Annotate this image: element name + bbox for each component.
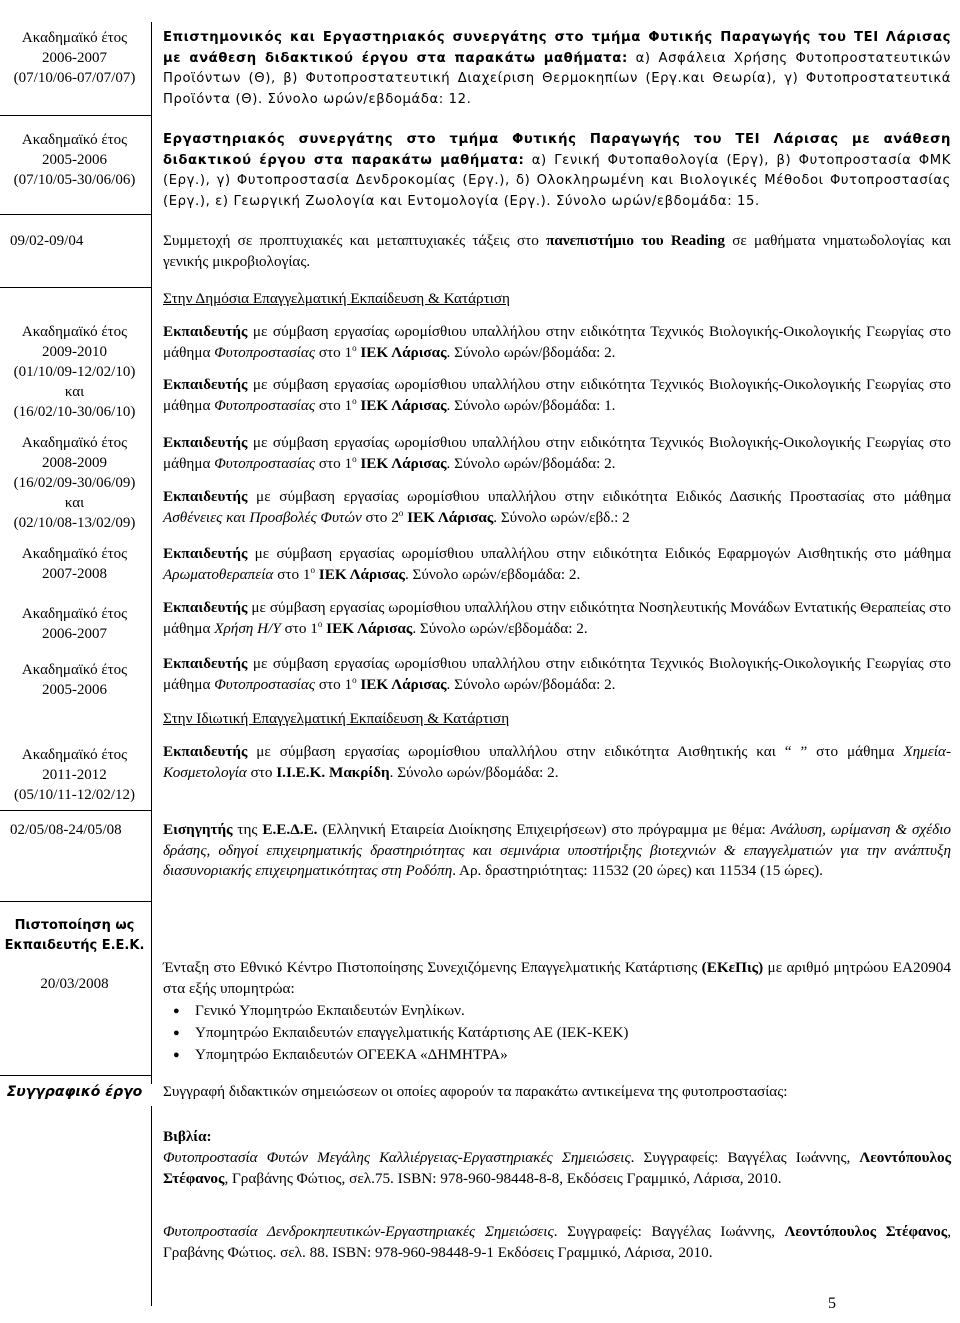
row-separator (0, 115, 151, 116)
certification-date: 20/03/2008 (40, 976, 109, 992)
trainer-entry-8: Εκπαιδευτής με σύμβαση εργασίας ωρομίσθιου υπαλλήλου στην ειδικότητα Αισθητικής και “ ” στο μάθημα Χημεία-Κοσμετολογία στο Ι.Ι.Ε.Κ. Μακρίδη. Σύνολο ωρών/βδομάδα: 2. (163, 743, 951, 781)
certification-label: Πιστοποίηση ως Εκπαιδευτής Ε.Ε.Κ. (4, 918, 145, 953)
entry-writing: Συγγραφή διδακτικών σημειώσεων οι οποίες αφορούν τα παρακάτω αντικείμενα της φυτοπροστασίας: (163, 1083, 788, 1100)
period-2006-2007: Ακαδημαϊκό έτος 2006-2007 (07/10/06-07/07/07) (13, 30, 136, 86)
row-separator (0, 810, 151, 811)
row-separator (0, 901, 151, 902)
period-2005-2006b: Ακαδημαϊκό έτος 2005-2006 (21, 662, 128, 698)
trainer-entry-7: Εκπαιδευτής με σύμβαση εργασίας ωρομίσθιου υπαλλήλου στην ειδικότητα Τεχνικός Βιολογικής-Οικολογικής Γεωργίας στο μάθημα Φυτοπροστασίας στο $1^o$ ΙΕΚ Λάρισας. Σύνολο ωρών/βδομάδα: 2. (163, 655, 952, 693)
column-divider (151, 1106, 152, 1306)
list-item: ● Υπομητρώο Εκπαιδευτών ΟΓΕΕΚΑ «ΔΗΜΗΤΡΑ» (195, 1045, 508, 1066)
period-2011-2012: Ακαδημαϊκό έτος 2011-2012 (05/10/11-12/02/12) (13, 747, 136, 803)
column-divider (151, 22, 152, 1084)
row-separator (0, 287, 151, 288)
row-separator (0, 214, 151, 215)
list-item: ● Γενικό Υπομητρώο Εκπαιδευτών Ενηλίκων. (195, 1001, 465, 1022)
writing-label: Συγγραφικό έργο (6, 1084, 143, 1100)
period-2007-2008: Ακαδημαϊκό έτος 2007-2008 (21, 546, 128, 582)
period-2008-2009: Ακαδημαϊκό έτος 2008-2009 (16/02/09-30/06/09) και (02/10/08-13/02/09) (13, 435, 136, 531)
trainer-entry-3: Εκπαιδευτής με σύμβαση εργασίας ωρομίσθιου υπαλλήλου στην ειδικότητα Τεχνικός Βιολογικής-Οικολογικής Γεωργίας στο μάθημα Φυτοπροστασίας στο $1^o$ ΙΕΚ Λάρισας. Σύνολο ωρών/βδομάδα: 2. (163, 434, 952, 472)
entry-eede: Εισηγητής της Ε.Ε.Δ.Ε. (Ελληνική Εταιρεία Διοίκησης Επιχειρήσεων) στο πρόγραμμα με θέμα: Ανάλυση, ωρίμανση & σχέδιο δράσης, οδηγοί επιχειρηματικής δραστηριότητας και σεμινάρια υποστήριξης βιοτεχνιών & επαγγελματιών για την ανάπτυξη διασυνοριακής επιχειρηματικότητας στη Ροδόπη. Αρ. δραστηριότητας: 11532 (20 ώρες) και 11534 (15 ώρες). (163, 821, 952, 879)
heading-private-vet: Στην Ιδιωτική Επαγγελματική Εκπαίδευση & Κατάρτιση (163, 710, 510, 727)
trainer-entry-4: Εκπαιδευτής με σύμβαση εργασίας ωρομίσθιου υπαλλήλου στην ειδικότητα Ειδικός Δασικής Προστασίας στο μάθημα Ασθένειες και Προσβολές Φυτών στο $2^o$ ΙΕΚ Λάρισας. Σύνολο ωρών/εβδ.: 2 (163, 488, 951, 526)
period-2005-2006: Ακαδημαϊκό έτος 2005-2006 (07/10/05-30/06/06) (13, 132, 136, 188)
list-item: ● Υπομητρώο Εκπαιδευτών επαγγελματικής Κατάρτισης ΑΕ (ΙΕΚ-ΚΕΚ) (195, 1023, 628, 1044)
entry-tei-lab: Εργαστηριακός συνεργάτης στο τμήμα Φυτικής Παραγωγής του ΤΕΙ Λάρισας με ανάθεση διδακτικού έργου στα παρακάτω μαθήματα: α) Γενική Φυτοπαθολογία (Εργ), β) Φυτοπροστασία ΦΜΚ (Εργ.), γ) Φυτοπροστασία Δενδροκομίας (Εργ.), δ) Ολοκληρωμένη και Βιολογικές Μέθοδοι Φυτοπροστασίας (Εργ.), ε) Γεωργική Ζωολογία και Εντομολογία (Εργ.). Σύνολο ωρών/εβδομάδα: 15. (163, 132, 952, 209)
period-eede: 02/05/08-24/05/08 (10, 822, 122, 838)
period-2009-2010: Ακαδημαϊκό έτος 2009-2010 (01/10/09-12/02/10) και (16/02/10-30/06/10) (13, 324, 136, 420)
trainer-entry-1: Εκπαιδευτής με σύμβαση εργασίας ωρομίσθιου υπαλλήλου στην ειδικότητα Τεχνικός Βιολογικής-Οικολογικής Γεωργίας στο μάθημα Φυτοπροστασίας στο $1^o$ ΙΕΚ Λάρισας. Σύνολο ωρών/βδομάδα: 2. (163, 323, 952, 361)
book-entry-1: Φυτοπροστασία Φυτών Μεγάλης Καλλιέργειας-Εργαστηριακές Σημειώσεις. Συγγραφείς: Βαγγέλας Ιωάννης, Λεοντόπουλος Στέφανος, Γραβάνης Φώτιος, σελ.75. ISBN: 978-960-98448-8-8, Εκδόσεις Γραμμικό, Λάρισα, 2010. (163, 1149, 951, 1187)
entry-reading: Συμμετοχή σε προπτυχιακές και μεταπτυχιακές τάξεις στο πανεπιστήμιο του Reading σε μαθήματα νηματωδολογίας και γενικής μικροβιολογίας. (163, 232, 952, 270)
heading-public-vet: Στην Δημόσια Επαγγελματική Εκπαίδευση & Κατάρτιση (163, 290, 510, 307)
trainer-entry-2: Εκπαιδευτής με σύμβαση εργασίας ωρομίσθιου υπαλλήλου στην ειδικότητα Τεχνικός Βιολογικής-Οικολογικής Γεωργίας στο μάθημα Φυτοπροστασίας στο $1^o$ ΙΕΚ Λάρισας. Σύνολο ωρών/βδομάδα: 1. (163, 376, 952, 414)
entry-ekepis: Ένταξη στο Εθνικό Κέντρο Πιστοποίησης Συνεχιζόμενης Επαγγελματικής Κατάρτισης (ΕΚεΠις) με αριθμό μητρώου ΕΑ20904 στα εξής υπομητρώα: (163, 959, 951, 997)
row-separator (0, 1075, 151, 1076)
page-number: 5 (828, 1295, 836, 1312)
books-title: Βιβλία: (163, 1128, 212, 1145)
period-reading: 09/02-09/04 (10, 233, 84, 249)
period-2006-2007b: Ακαδημαϊκό έτος 2006-2007 (21, 606, 128, 642)
trainer-entry-5: Εκπαιδευτής με σύμβαση εργασίας ωρομίσθιου υπαλλήλου στην ειδικότητα Ειδικός Εφαρμογών Αισθητικής στο μάθημα Αρωματοθεραπεία στο $1^o$ ΙΕΚ Λάρισας. Σύνολο ωρών/εβδομάδα: 2. (163, 545, 951, 583)
trainer-entry-6: Εκπαιδευτής με σύμβαση εργασίας ωρομίσθιου υπαλλήλου στην ειδικότητα Νοσηλευτικής Μονάδων Εντατικής Θεραπείας στο μάθημα Χρήση Η/Υ στο $1^o$ ΙΕΚ Λάρισας. Σύνολο ωρών/εβδομάδα: 2. (163, 599, 952, 637)
book-entry-2: Φυτοπροστασία Δενδροκηπευτικών-Εργαστηριακές Σημειώσεις. Συγγραφείς: Βαγγέλας Ιωάννης, Λεοντόπουλος Στέφανος, Γραβάνης Φώτιος. σελ. 88. ISBN: 978-960-98448-9-1 Εκδόσεις Γραμμικό, Λάρισα, 2010. (163, 1223, 951, 1261)
entry-tei-scientific: Επιστημονικός και Εργαστηριακός συνεργάτης στο τμήμα Φυτικής Παραγωγής του ΤΕΙ Λάρισας με ανάθεση διδακτικού έργου στα παρακάτω μαθήματα: α) Ασφάλεια Χρήσης Φυτοπροστατευτικών Προϊόντων (Θ), β) Φυτοπροστατευτική Διαχείριση Θερμοκηπίων (Εργ.και Θεωρία), γ) Φυτοπροστατευτικά Προϊόντα (Θ). Σύνολο ωρών/εβδομάδα: 12. (163, 30, 951, 107)
